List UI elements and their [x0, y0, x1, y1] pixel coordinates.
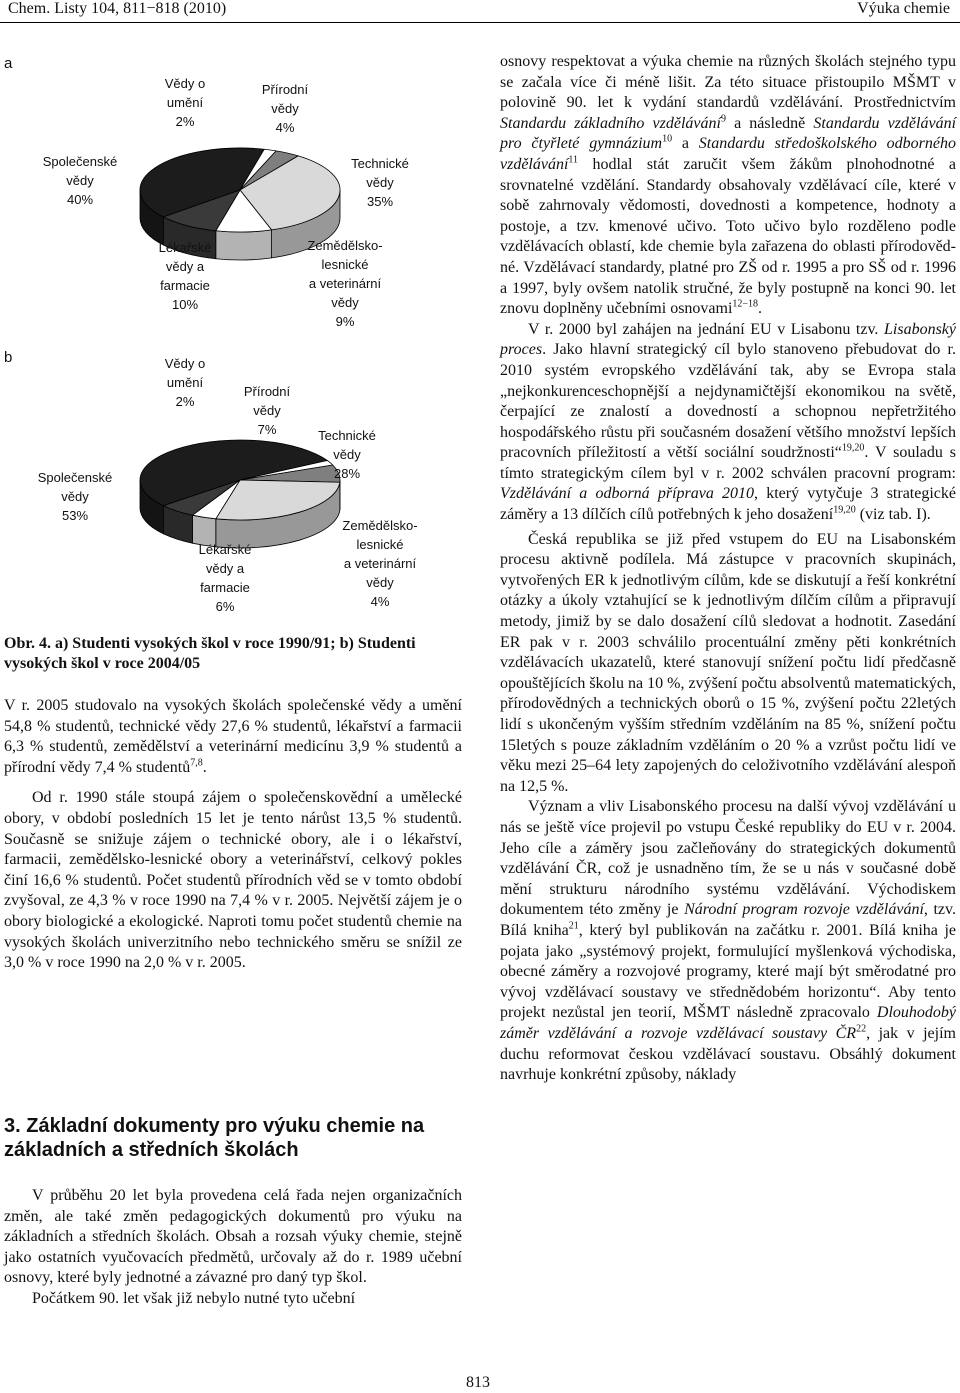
section-title: Výuka chemie [857, 0, 950, 17]
label-a-prirodni: Přírodní vědy 4% [261, 82, 309, 135]
panel-a-letter: a [4, 55, 13, 72]
paragraph: osnovy respektovat a výuka chemie na různých školách stejného typu se začala více či méně lišit. Za této situace přistoupilo MŠMT v polovině 90. let k vydání standardů vzdělávání. Prostřednictvím Standardu základního vzdělávání$^9$ a následně Standardu vzdělávání pro čtyřleté gymnázium$^{10}$ a Standardu středoškolského odborného vzdělávání$^{11}$ hodlal stát zaručit všem žákům plnohodnotné a srovnatelné vzdělání. Standardy obsahovaly vzdělávací cíle, které v sobě zahrnovaly vědomosti, dovednosti a kompetence, hodnoty a postoje, a tzv. kmenové učivo. Toto učivo bylo rozděleno podle vzdělávacích oblastí, kde chemie byla zařazena do oblasti přírodovědné. Vzdělávací standardy, platné pro ZŠ od r. 1995 a pro SŠ od r. 1996 a 1997, byly ovšem natolik stručné, že byly postupně na konci 90. let znovu doplněny učebními osnovami$^{12-18}$. [500, 53, 957, 318]
left-column [4, 696, 462, 974]
label-b-lekarske: Lékařské vědy a farmacie 6% [198, 542, 252, 614]
header-rule [0, 22, 960, 23]
page-number: 813 [466, 1374, 490, 1391]
label-b-prirodni: Přírodní vědy 7% [243, 384, 291, 437]
figure-4 [0, 40, 470, 620]
label-a-lekarske: Lékařské vědy a farmacie 10% [158, 240, 212, 312]
label-b-spolecenske: Společenské vědy 53% [37, 470, 113, 523]
panel-b-letter: b [4, 349, 13, 366]
label-a-zemedelske: Zemědělsko- lesnické a veterinární vědy 9% [307, 238, 383, 329]
paragraph: V r. 2000 byl zahájen na jednání EU v Lisabonu tzv. Lisabonský proces. Jako hlavní strategický cíl bylo stanoveno přebudovat do r. 2010 systém evropského vzdělávání tak, aby se Evropa stala „nejkonkurenceschopnější a nejdynamičtější ekonomikou na světě, čerpající ze znalostí a dovedností a schopnou nepřetržitého hospodářského růstu při současném dosažení většího množství lepších pracovních příležitostí a větší sociální soudržnosti“$^{19,20}$. V souladu s tímto strategickým cílem byl v r. 2002 schválen pracovní program: Vzdělávání a odborná příprava 2010, který vytyčuje 3 strategické záměry a 13 dílčích cílů potřebných k jeho dosažení$^{19,20}$ (viz tab. I). [500, 320, 956, 524]
label-b-umeni: Vědy o umění 2% [164, 356, 206, 409]
journal-citation: Chem. Listy 104, 811−818 (2010) [8, 0, 227, 17]
figure-caption: Obr. 4. a) Studenti vysokých škol v roce 1990/91; b) Studenti vysokých škol v roce 2004/05 [4, 635, 416, 672]
left-column-lower [4, 1186, 462, 1310]
label-a-spolecenske: Společenské vědy 40% [42, 154, 118, 207]
paragraph: Význam a vliv Lisabonského procesu na další vývoj vzdělávání u nás se ještě více projevil po vstupu České republiky do EU v r. 2004. Jeho cíle a záměry jsou začleňovány do strategických dokumentů vzdělávání ČR, což je usnadněno tím, že se u nás v současné době mění strukturu národního systému vzdělávání. Východiskem dokumentem této změny je Národní program rozvoje vzdělávání, tzv. Bílá kniha$^{21}$, který byl publikován na začátku r. 2001. Bílá kniha je pojata jako „systémový projekt, formulující myšlenková východiska, obecné záměry a rozvojové programy, které mají být směrodatné pro vývoj vzdělávací soustavy ve střednědobém horizontu“. Aby tento projekt nezůstal jen teorií, MŠMT následně zpracovalo Dlouhodobý záměr vzdělávání a rozvoje vzdělávací soustavy ČR$^{22}$, jak v jejím duchu reformovat českou vzdělávací soustavu. Obsáhlý dokument navrhuje konkrétní způsoby, náklady [500, 798, 957, 1084]
label-a-umeni: Vědy o umění 2% [164, 76, 206, 129]
right-column [500, 52, 956, 1086]
paragraph: Od r. 1990 stále stoupá zájem o společenskovědní a umělecké obory, v období posledních 15 let je tento nárůst 13,5 % studentů. Současně se snižuje zájem o technické obory, ale i o lékařství, farmacii, zemědělsko-lesnické obory a veterinářství, celkový pokles činí 16,6 % studentů. Počet studentů přírodních věd se v tomto období zvyšoval, ze 4,3 % v roce 1990 na 7,4 % v r. 2005. Největší zájem je o obory biologické a ekologické. Naproti tomu počet studentů chemie na vysokých školách univerzitního nebo technického směru se snížil ze 3,0 % v roce 1990 na 2,0 % v r. 2005. [4, 789, 462, 972]
paragraph: V průběhu 20 let byla provedena celá řada nejen organizačních změn, ale také změn pedagogických dokumentů pro výuku na základních a středních školách. Obsah a rozsah výuky chemie, stejně jako ostatních vyučovacích předmětů, určovaly až do r. 1989 učební osnovy, které byly jednotné a závazné pro daný typ škol. [4, 1187, 462, 1287]
label-b-technicke: Technické vědy 28% [318, 428, 376, 481]
section-heading: 3. Základní dokumenty pro výuku chemie na základních a středních školách [4, 1115, 425, 1161]
paragraph: Česká republika se již před vstupem do EU na Lisabonském procesu aktivně podílela. Má zástupce v pracovních skupinách, vytvořených ER k jednotlivým cílům, kde se diskutují a řeší konkrétní otázky a úkoly vztahující se k jednotlivým dílčím cílům a připravují metody, jimiž by se dalo dosažení cílů sledovat a hodnotit. Zasedání ER pak v r. 2003 schválilo procentuální změny pěti konkrétních vzdělávacích ukazatelů, které stanovují snížení počtu lidí předčasně opouštějících školu na 10 %, zvýšení počtu absolventů matematických, přírodovědných a technických oborů o 15 %, zvýšení počtu 22letých lidí s ukončeným vyšším středním vzděláním na 85 %, snížení počtu 15letých s pouze základním vzděláním o 20 % a vzrůst počtu lidí ve věku mezi 25–64 lety zapojených do celoživotního vzdělávání alespoň na 12,5 %. [500, 530, 956, 795]
label-b-zemedelske: Zemědělsko- lesnické a veterinární vědy 4% [342, 518, 418, 609]
paragraph: Počátkem 90. let však již nebylo nutné tyto učební [32, 1289, 356, 1307]
label-a-technicke: Technické vědy 35% [351, 156, 409, 209]
paragraph: V r. 2005 studovalo na vysokých školách společenské vědy a umění 54,8 % studentů, technické vědy 27,6 % studentů, lékařství a farmacii 6,3 % studentů, zemědělství a veterinární medicínu 3,9 % studentů a přírodní vědy 7,4 % studentů$^{7,8}$. [4, 697, 462, 776]
running-header [0, 0, 960, 22]
